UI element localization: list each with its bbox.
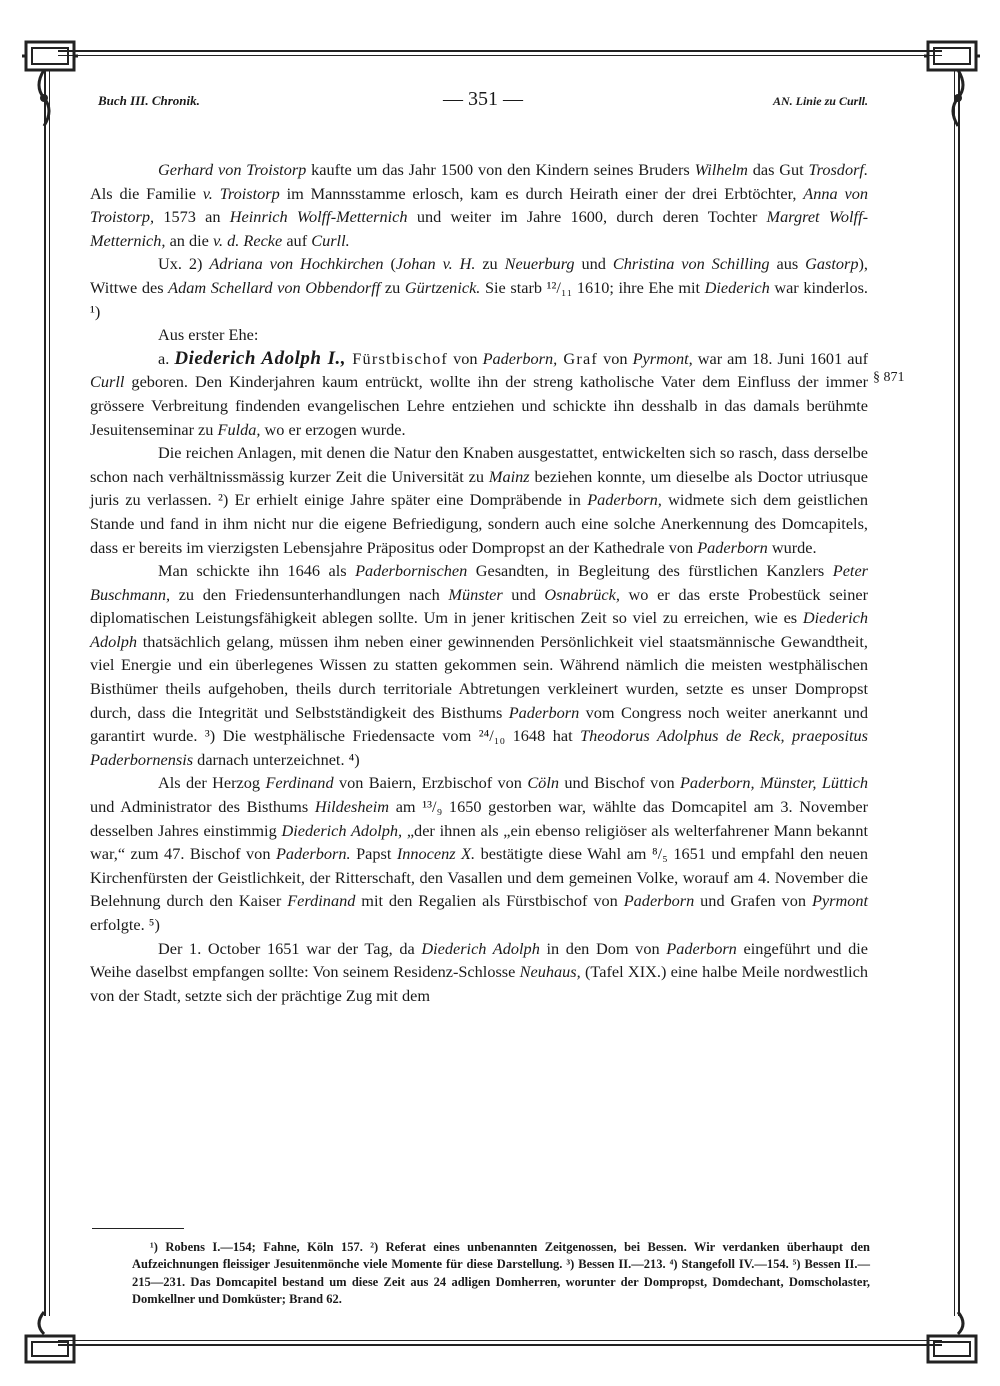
italic-name: Curll bbox=[90, 372, 125, 392]
text-run: mit den Regalien als Fürstbischof von bbox=[355, 891, 624, 911]
text-run: darnach unterzeichnet. ⁴) bbox=[193, 749, 360, 769]
text-run: vom Congress noch weiter anerkannt und garantirt wurde. ³) Die westphälische Friedensacte vom ²⁴/₁₀ 1648 hat bbox=[90, 702, 869, 746]
italic-name: Münster bbox=[448, 584, 503, 604]
italic-name: Cöln bbox=[527, 773, 559, 793]
italic-name: Wilhelm bbox=[694, 160, 748, 179]
italic-name: Ferdinand bbox=[265, 773, 334, 793]
spaced-title: Fürstbischof bbox=[346, 348, 449, 368]
italic-name: Paderborn bbox=[666, 938, 737, 958]
italic-name: Heinrich Wolff-Metternich bbox=[229, 207, 408, 227]
text-run: wo er das erste Probestück seiner diplomatischen Leistungsfähigkeit ablegen sollte. Um in jener kritischen Zeit so viel zu erreichen, wie es bbox=[90, 584, 868, 628]
text-run: von Baiern, Erzbischof von bbox=[333, 773, 528, 793]
text-run: wurde. bbox=[767, 537, 817, 557]
page-border-top bbox=[58, 50, 942, 52]
text-run: beziehen konnte, um dieselbe als Doctor utriusque juris zu verlassen. ²) Er erhielt einige Jahre später eine Dompräbende in bbox=[90, 466, 868, 510]
italic-name: Paderborn, Münster, Lüttich bbox=[679, 773, 869, 793]
italic-name: Gerhard von Troistorp bbox=[158, 160, 307, 179]
italic-name: Diederich bbox=[704, 277, 770, 297]
italic-name: Paderborn bbox=[697, 537, 768, 557]
footnotes bbox=[132, 1239, 870, 1309]
text-run: Als die Familie bbox=[90, 183, 203, 203]
text-run: Die reichen Anlagen, mit denen die Natur den Knaben ausgestattet, entwickelten sich so rasch, dass derselbe schon nach verhältnissmässig kurzer Zeit die Universität zu bbox=[90, 443, 868, 486]
text-run: am ¹³/₉ 1650 gestorben war, wählte das Domcapitel am 3. November desselben Jahres einstimmig bbox=[90, 797, 869, 840]
italic-name: Johan v. H. bbox=[395, 254, 476, 274]
italic-name: Paderborn bbox=[623, 891, 695, 911]
italic-name: v. d. Recke bbox=[212, 230, 283, 250]
italic-name: Pyrmont bbox=[811, 891, 869, 911]
italic-name: Anna von Troistorp, bbox=[90, 183, 868, 227]
italic-name: Paderborn bbox=[508, 702, 580, 722]
text-run: von bbox=[448, 348, 483, 368]
italic-name: Innocenz X. bbox=[396, 844, 476, 864]
header-book-section: Buch III. Chronik. bbox=[98, 93, 200, 108]
italic-name: Adriana von Hochkirchen bbox=[209, 254, 384, 274]
corner-ornament-icon bbox=[20, 36, 80, 136]
page-border-bottom bbox=[58, 1344, 942, 1346]
page-border-top-inner bbox=[58, 55, 942, 56]
text-run: und Bischof von bbox=[558, 773, 680, 793]
corner-ornament-icon bbox=[20, 1310, 80, 1370]
italic-name: Paderborn. bbox=[275, 844, 351, 864]
page-border-bottom-inner bbox=[58, 1340, 942, 1341]
paragraph bbox=[90, 252, 868, 323]
text-run: ), Wittwe des bbox=[90, 254, 868, 297]
page-border-left-inner bbox=[49, 70, 50, 1316]
corner-ornament-icon bbox=[922, 36, 982, 136]
paragraph bbox=[90, 347, 868, 441]
page-border-right-inner bbox=[954, 70, 955, 1316]
text-run: und weiter im Jahre 1600, durch deren Tochter bbox=[407, 207, 767, 227]
italic-name: Paderborn, bbox=[587, 490, 662, 510]
italic-name: Diederich Adolph, bbox=[281, 820, 403, 840]
header-lineage: AN. Linie zu Curll. bbox=[772, 94, 868, 108]
italic-name: Mainz bbox=[488, 466, 530, 486]
paragraph bbox=[90, 559, 868, 771]
text-run: erfolgte. ⁵) bbox=[90, 915, 160, 934]
paragraph bbox=[90, 771, 868, 936]
footnote-text: ¹) Robens I.—154; Fahne, Köln 157. ²) Referat eines unbenannten Zeitgenossen, bei Bessen. Wir verdanken überhaupt den Aufzeichnungen fleissiger Jesuitenmönche viele Momente für diese Darstellung. ³) Bessen II.—213. ⁴) Stangefoll IV.—154. ⁵) Bessen II.—215—231. Das Domcapitel bestand um diese Zeit aus 24 adligen Domherren, worunter der Dompropst, Domdechant, Domscholaster, Domkellner und Domküster; Brand 62. bbox=[132, 1240, 870, 1307]
text-run: aus bbox=[769, 254, 806, 274]
text-run: Der 1. October 1651 war der Tag, da bbox=[158, 938, 422, 958]
text-run: bestätigte diese Wahl am ⁸/₅ 1651 und empfahl den neuen Kirchenfürsten der Geistlichkeit, der Ritterschaft, den Vasallen und dem gemeinen Volke, worauf am 4. November die Belehnung durch den Kaiser bbox=[90, 844, 868, 911]
text-run: kaufte um das Jahr 1500 von den Kindern seines Bruders bbox=[306, 160, 695, 179]
italic-name: Gastorp bbox=[805, 254, 859, 274]
text-run: (Tafel XIX.) eine halbe Meile nordwestlich von der Stadt, setzte sich der prächtige Zug mit dem bbox=[90, 962, 868, 1005]
text-run: und bbox=[502, 584, 545, 604]
italic-name: Curll. bbox=[311, 230, 350, 250]
text-run: das Gut bbox=[747, 160, 809, 179]
italic-name: Margret Wolff-Metternich, bbox=[90, 207, 869, 250]
text-run: und Grafen von bbox=[694, 891, 812, 911]
page-border-right bbox=[958, 70, 960, 1316]
italic-name: Paderbornischen bbox=[355, 561, 468, 581]
text-run: Man schickte ihn 1646 als bbox=[158, 561, 356, 581]
italic-name: Trosdorf. bbox=[808, 160, 869, 179]
italic-name: Ferdinand bbox=[287, 891, 356, 911]
text-run: auf bbox=[282, 230, 312, 250]
italic-name: Christina von Schilling bbox=[612, 254, 770, 274]
italic-name: Paderborn, bbox=[482, 348, 558, 368]
text-run: war am 18. Juni 1601 auf bbox=[692, 348, 869, 368]
text-run: von bbox=[598, 348, 633, 368]
italic-name: Theodorus Adolphus de Reck, praepositus Paderbornensis bbox=[90, 726, 868, 769]
text-run: Aus erster Ehe: bbox=[158, 325, 259, 345]
running-header bbox=[98, 88, 868, 118]
subject-name: Diederich Adolph I., bbox=[174, 347, 347, 369]
text-run: Sie starb ¹²/₁₁ 1610; ihre Ehe mit bbox=[480, 277, 705, 297]
text-run: ( bbox=[383, 254, 396, 274]
text-run: Als der Herzog bbox=[158, 773, 266, 793]
paragraph bbox=[90, 937, 868, 1008]
italic-name: Adam Schellard von Obbendorff bbox=[168, 277, 381, 297]
italic-name: v. Troistorp bbox=[202, 183, 280, 203]
text-run: eingeführt und die Weihe daselbst empfangen sollte: Von seinem Residenz-Schlosse bbox=[90, 938, 868, 982]
italic-name: Pyrmont, bbox=[632, 348, 693, 368]
text-run: Papst bbox=[350, 844, 397, 864]
text-run: an die bbox=[165, 230, 213, 250]
text-run: Ux. 2) bbox=[158, 254, 210, 274]
italic-name: Gürtzenick. bbox=[404, 277, 481, 297]
italic-name: Fulda, bbox=[217, 419, 261, 439]
text-run: a. bbox=[158, 348, 175, 368]
italic-name: Hildesheim bbox=[314, 797, 390, 817]
corner-ornament-icon bbox=[922, 1310, 982, 1370]
italic-name: Peter Buschmann, bbox=[90, 561, 869, 604]
text-run: widmete sich dem geistlichen Stande und fand in ihm nicht nur die eigene Befriedigung, sondern auch eine solche Anerkennung des Domcapitels, dass er bereits im vierzigsten Lebensjahre Präpositus oder Dompropst an der Kathedrale von bbox=[90, 490, 868, 557]
text-run: und Administrator des Bisthums bbox=[90, 797, 315, 817]
italic-name: Diederich Adolph bbox=[421, 938, 540, 958]
italic-name: Neuhaus, bbox=[519, 962, 581, 982]
italic-name: Diederich Adolph bbox=[90, 608, 868, 651]
paragraph bbox=[90, 441, 868, 559]
text-run: Gesandten, in Begleitung des fürstlichen Kanzlers bbox=[467, 561, 833, 581]
main-text bbox=[90, 158, 868, 1007]
text-run: thatsächlich gelang, müssen ihm neben einer gewinnenden Persönlichkeit viel staatsmännische Gewandtheit, viel Energie und ein überlegenes Wissen zu statten gekommen sein. Während nämlich die meisten westphälischen Bisthümer theils aufgehoben, theils durch territoriale Abtretungen verkleinert wurden, setzte es unser Dompropst durch, dass die Integrität und Selbstständigkeit des Bisthums bbox=[90, 631, 868, 722]
text-run: „der ihnen als „ein ebenso religiöser als welterfahrener Mann bekannt war,“ zum 47. Bischof von bbox=[90, 820, 868, 864]
italic-name: Osnabrück, bbox=[544, 584, 620, 604]
footnote-rule bbox=[92, 1228, 184, 1229]
text-run: geboren. Den Kinderjahren kaum entrückt, wollte ihn der streng katholische Vater dem Einfluss der immer grössere Verbreitung findenden evangelischen Lehre entziehen und schickte ihn desshalb in das damals berühmte Jesuitenseminar zu bbox=[90, 372, 868, 439]
page-number: — 351 — bbox=[443, 88, 523, 110]
text-run: und bbox=[574, 254, 613, 274]
text-run: zu bbox=[475, 254, 505, 274]
text-run: zu bbox=[380, 277, 405, 297]
text-run: wo er erzogen wurde. bbox=[260, 419, 406, 439]
italic-name: Neuerburg bbox=[504, 254, 575, 274]
paragraph bbox=[90, 158, 868, 252]
text-run: in den Dom von bbox=[539, 938, 667, 958]
page-border-left bbox=[44, 70, 46, 1316]
text-run: zu den Friedensunterhandlungen nach bbox=[170, 584, 449, 604]
spaced-title: Graf bbox=[557, 348, 599, 368]
margin-section-reference: § 871 bbox=[873, 370, 905, 385]
text-run: 1573 an bbox=[154, 207, 230, 227]
text-run: war kinderlos. ¹) bbox=[90, 277, 868, 321]
text-run: im Mannsstamme erlosch, kam es durch Heirath einer der drei Erbtöchter, bbox=[279, 183, 804, 203]
paragraph bbox=[90, 323, 868, 347]
